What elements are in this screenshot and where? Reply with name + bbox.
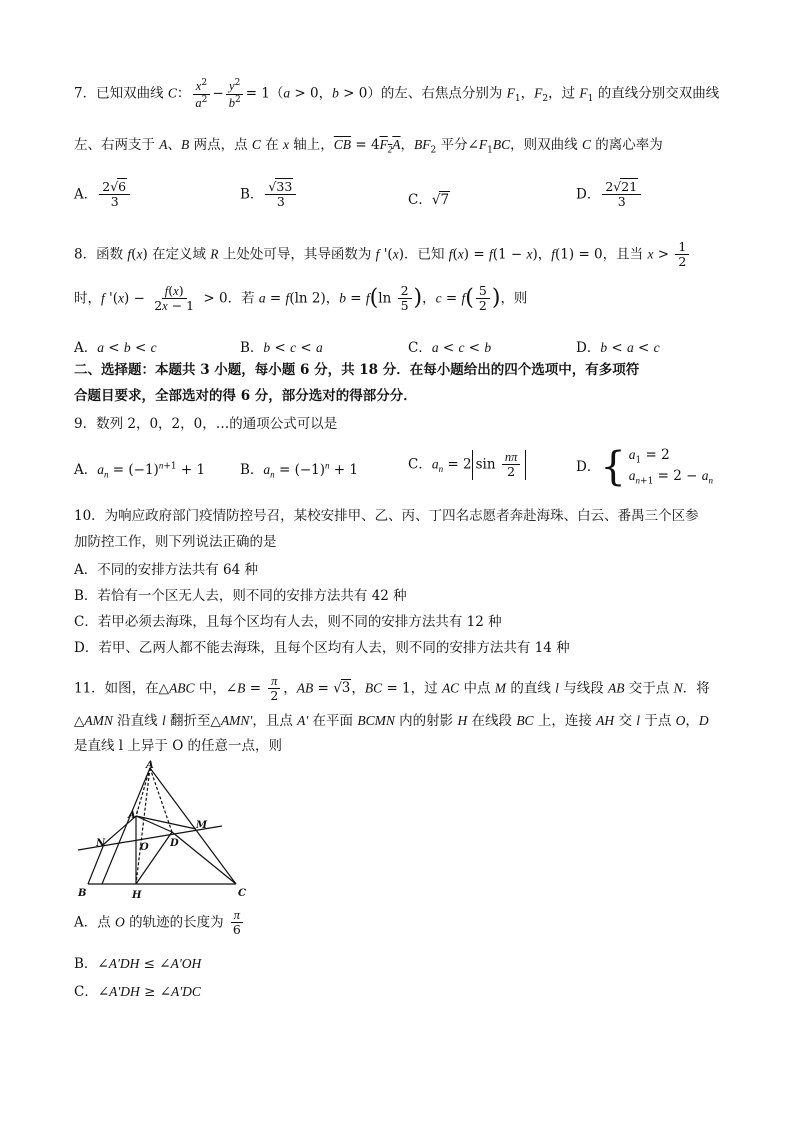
q7-line1: 7．已知双曲线 C： $\frac{x^2}{a^2}$ − $\frac{y^2}{b^2}$ = 1（a > 0，b > 0）的左、右焦点分别为 $F_1$，$F_2$，过 $F_1$ 的直线分别交双曲线 [74,78,720,110]
line-AC [150,768,236,884]
q9-option-b: B．$a_n = (-1)^n + 1$ [240,460,358,480]
line-Aprime-D [136,816,172,832]
section2-header-line2: 合题目要求，全部选对的得 6 分，部分选对的得部分分． [74,388,417,404]
q10-option-b: B．若恰有一个区无人去，则不同的安排方法共有 42 种 [74,588,407,604]
q10-line2: 加防控工作，则下列说法正确的是 [74,534,277,550]
q9-option-c: C．$a_n = 2$ sin $\frac{n\pi}{2}$ [408,450,526,480]
q11-option-b: B．∠A'DH ≤ ∠A'OH [74,956,202,972]
label-M: M [196,820,208,831]
q8-option-b: B．b < c < a [240,340,323,356]
q9-option-d: D． { $a_1 = 2$ $a_{n+1} = 2 - a_n$ [576,444,713,491]
q10-option-a: A．不同的安排方法共有 64 种 [74,562,259,578]
line-N-B [88,844,104,884]
line-A-D [150,768,172,832]
label-C: C [238,888,246,899]
q10-option-d: D．若甲、乙两人都不能去海珠，且每个区均有人去，则不同的安排方法共有 14 种 [74,640,570,656]
label-N: N [96,838,106,849]
q11-line1: 11．如图，在△ABC 中，∠B = $\frac{\pi}{2}$ ，AB = √3，BC = 1，过 AC 中点 M 的直线 l 与线段 AB 交于点 N．将 [74,674,710,704]
line-D-C [172,832,236,884]
q9-option-a: A．$a_n = (-1)^{n+1} + 1$ [74,460,206,480]
q7-option-b: B． $\frac{√33}{3}$ [240,180,298,210]
q10-option-c: C．若甲必须去海珠，且每个区均有人去，则不同的安排方法共有 12 种 [74,614,502,630]
q8-option-d: D．b < a < c [576,340,660,356]
q11-option-c: C．∠A'DH ≥ ∠A'DC [74,984,201,1000]
label-Aprime: A' [128,810,139,821]
label-H: H [132,890,142,900]
q9-stem: 9．数列 2，0，2，0，…的通项公式可以是 [74,416,338,432]
q11-line2: △AMN 沿直线 l 翻折至△AMN'，且点 A' 在平面 BCMN 内的射影 H 在线段 BC 上，连接 AH 交 l 于点 O，D [74,713,709,729]
label-A: A [146,760,154,771]
q8-line1: 8．函数 f(x) 在定义域 R 上处处可导，其导函数为 f '(x)．已知 f(x) = f(1 − x)，f(1) = 0，且当 x > $\frac{1}{2}$ [74,240,691,270]
q8-option-c: C．a < c < b [408,340,492,356]
q8-line2: 时，f '(x) − $\frac{f(x)}{2x - 1}$ > 0．若 a = f(ln 2)，b = f(ln $\frac{2}{5}$ )，c = f( $\frac{5}{2}$ )，则 [74,283,528,314]
q7-line2: 左、右两支于 A、B 两点，点 C 在 x 轴上，$\overline{CB} = 4F_2A$，$BF_2$ 平分$\angle F_1BC$，则双曲线 C 的离心率为 [74,137,663,156]
q7-option-c: C．√7 [408,192,450,208]
q8-option-a: A．a < b < c [74,340,157,356]
label-D: D [170,838,179,849]
section2-header-line1: 二、选择题：本题共 3 小题，每小题 6 分，共 18 分．在每小题给出的四个选项中，有多项符 [74,362,640,378]
label-O: O [140,842,149,853]
q11-figure [70,760,270,900]
q7-option-d: D． $\frac{2√21}{3}$ [576,180,643,210]
q11-option-a: A．点 O 的轨迹的长度为 $\frac{\pi}{6}$ [74,908,246,938]
line-A-Aprime [136,768,150,816]
line-AB [102,768,150,884]
q11-line3: 是直线 l 上异于 O 的任意一点，则 [74,738,283,754]
label-B: B [78,888,87,899]
q10-line1: 10．为响应政府部门疫情防控号召，某校安排甲、乙、丙、丁四名志愿者奔赴海珠、白云、番禺三个区参 [74,508,699,524]
q7-option-a: A． $\frac{2√6}{3}$ [74,180,132,210]
